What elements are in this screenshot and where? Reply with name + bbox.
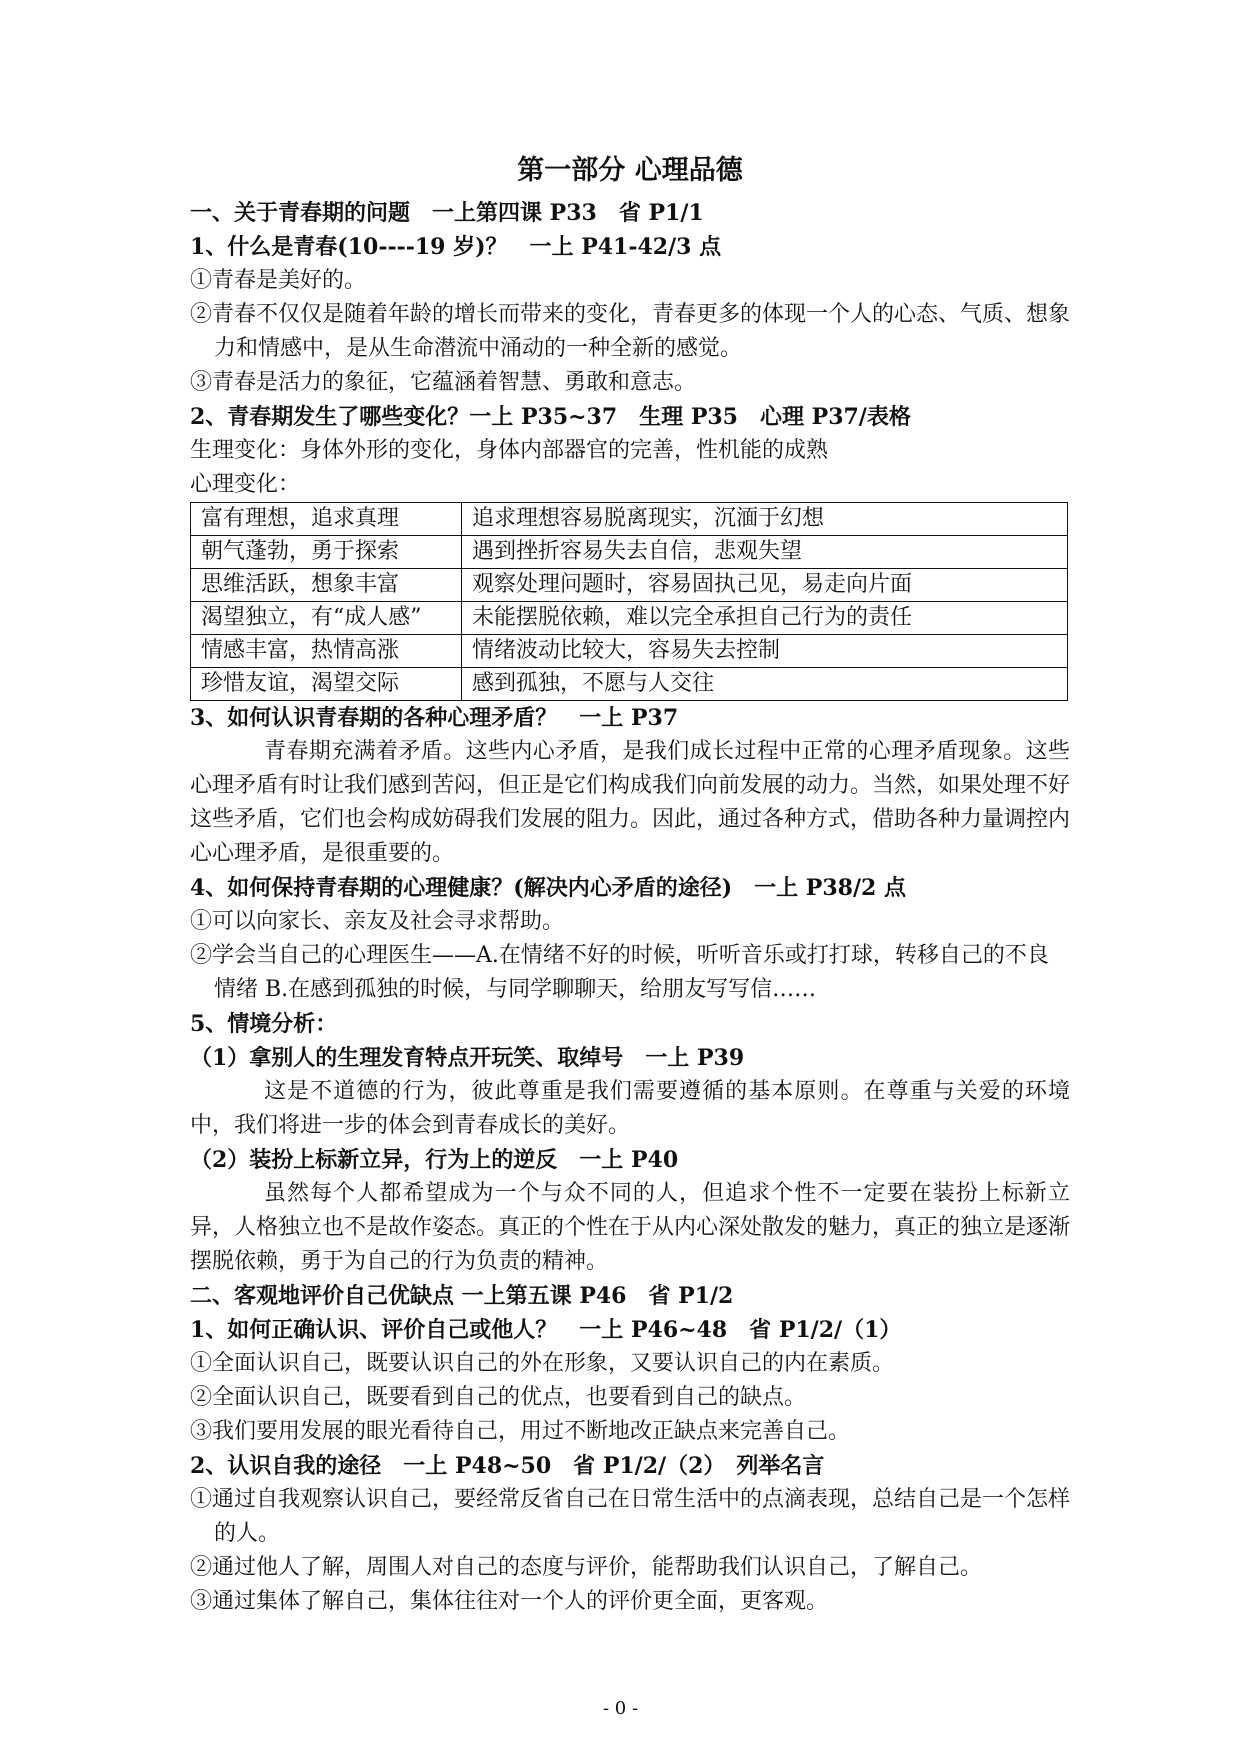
list-item: ②学会当自己的心理医生——A.在情绪不好的时候，听听音乐或打打球，转移自己的不良情绪 B.在感到孤独的时候，与同学聊聊天，给朋友写写信…… <box>190 943 1049 1002</box>
page-title: 第一部分 心理品德 <box>517 155 743 186</box>
table-cell: 观察处理问题时，容易固执己见，易走向片面 <box>462 569 1068 602</box>
question-heading: 2、认识自我的途径 一上 P48~50 省 P1/2/（2） 列举名言 <box>190 1453 825 1479</box>
question-heading: 3、如何认识青春期的各种心理矛盾？ 一上 P37 <box>190 705 679 731</box>
question-heading: 5、情境分析： <box>190 1011 338 1037</box>
table-row <box>191 503 1068 536</box>
list-item: ①全面认识自己，既要认识自己的外在形象，又要认识自己的内在素质。 <box>190 1351 895 1376</box>
table-cell: 情感丰富，热情高涨 <box>191 635 462 668</box>
question-heading: 1、什么是青春(10----19 岁)？ 一上 P41-42/3 点 <box>190 234 722 260</box>
table-cell: 珍惜友谊，渴望交际 <box>191 668 462 701</box>
question-heading: 4、如何保持青春期的心理健康？(解决内心矛盾的途径) 一上 P38/2 点 <box>190 875 906 901</box>
table-cell: 朝气蓬勃，勇于探索 <box>191 536 462 569</box>
list-item: ①可以向家长、亲友及社会寻求帮助。 <box>190 909 565 934</box>
document-body <box>190 146 1070 1619</box>
list-item: ③青春是活力的象征，它蕴涵着智慧、勇敢和意志。 <box>190 370 697 395</box>
case-heading: （1）拿别人的生理发育特点开玩笑、取绰号 一上 P39 <box>190 1045 745 1071</box>
paragraph: 虽然每个人都希望成为一个与众不同的人，但追求个性不一定要在装扮上标新立异，人格独立也不是故作姿态。真正的个性在于从内心深处散发的魅力，真正的独立是逐渐摆脱依赖，勇于为自己的行为负责的精神。 <box>190 1181 1071 1274</box>
list-item: ①青春是美好的。 <box>190 268 367 293</box>
list-item: ③我们要用发展的眼光看待自己，用过不断地改正缺点来完善自己。 <box>190 1419 851 1444</box>
question-heading: 1、如何正确认识、评价自己或他人？ 一上 P46~48 省 P1/2/（1） <box>190 1317 902 1343</box>
table-cell: 情绪波动比较大，容易失去控制 <box>462 635 1068 668</box>
table-cell: 感到孤独，不愿与人交往 <box>462 668 1068 701</box>
table-cell: 思维活跃，想象丰富 <box>191 569 462 602</box>
physical-change-text: 生理变化：身体外形的变化，身体内部器官的完善，性机能的成熟 <box>190 438 829 463</box>
table-cell: 富有理想，追求真理 <box>191 503 462 536</box>
list-item: ②通过他人了解，周围人对自己的态度与评价，能帮助我们认识自己，了解自己。 <box>190 1555 983 1580</box>
section-heading: 一、关于青春期的问题 一上第四课 P33 省 P1/1 <box>190 200 704 226</box>
list-item: ②全面认识自己，既要看到自己的优点，也要看到自己的缺点。 <box>190 1385 807 1410</box>
case-heading: （2）装扮上标新立异，行为上的逆反 一上 P40 <box>190 1147 679 1173</box>
page-number: - 0 - <box>602 1698 639 1719</box>
section-heading: 二、客观地评价自己优缺点 一上第五课 P46 省 P1/2 <box>190 1283 734 1309</box>
table-row <box>191 536 1068 569</box>
list-item: ②青春不仅仅是随着年龄的增长而带来的变化，青春更多的体现一个人的心态、气质、想象力和情感中，是从生命潜流中涌动的一种全新的感觉。 <box>190 302 1071 361</box>
table-cell: 追求理想容易脱离现实，沉湎于幻想 <box>462 503 1068 536</box>
question-heading: 2、青春期发生了哪些变化？一上 P35~37 生理 P35 心理 P37/表格 <box>190 404 911 430</box>
list-item: ①通过自我观察认识自己，要经常反省自己在日常生活中的点滴表现，总结自己是一个怎样的人。 <box>190 1487 1071 1546</box>
table-cell: 渴望独立，有“成人感” <box>191 602 462 635</box>
list-item: ③通过集体了解自己，集体往往对一个人的评价更全面，更客观。 <box>190 1589 829 1614</box>
table-row <box>191 602 1068 635</box>
paragraph: 青春期充满着矛盾。这些内心矛盾，是我们成长过程中正常的心理矛盾现象。这些心理矛盾有时让我们感到苦闷，但正是它们构成我们向前发展的动力。当然，如果处理不好这些矛盾，它们也会构成妨碍我们发展的阻力。因此，通过各种方式，借助各种力量调控内心心理矛盾，是很重要的。 <box>190 739 1071 866</box>
table-cell: 未能摆脱依赖，难以完全承担自己行为的责任 <box>462 602 1068 635</box>
table-row <box>191 635 1068 668</box>
table-cell: 遇到挫折容易失去自信，悲观失望 <box>462 536 1068 569</box>
mental-change-label: 心理变化： <box>190 472 301 497</box>
table-row <box>191 569 1068 602</box>
mental-change-table <box>190 502 1068 701</box>
table-row <box>191 668 1068 701</box>
paragraph: 这是不道德的行为，彼此尊重是我们需要遵循的基本原则。在尊重与关爱的环境中，我们将进一步的体会到青春成长的美好。 <box>190 1079 1070 1138</box>
